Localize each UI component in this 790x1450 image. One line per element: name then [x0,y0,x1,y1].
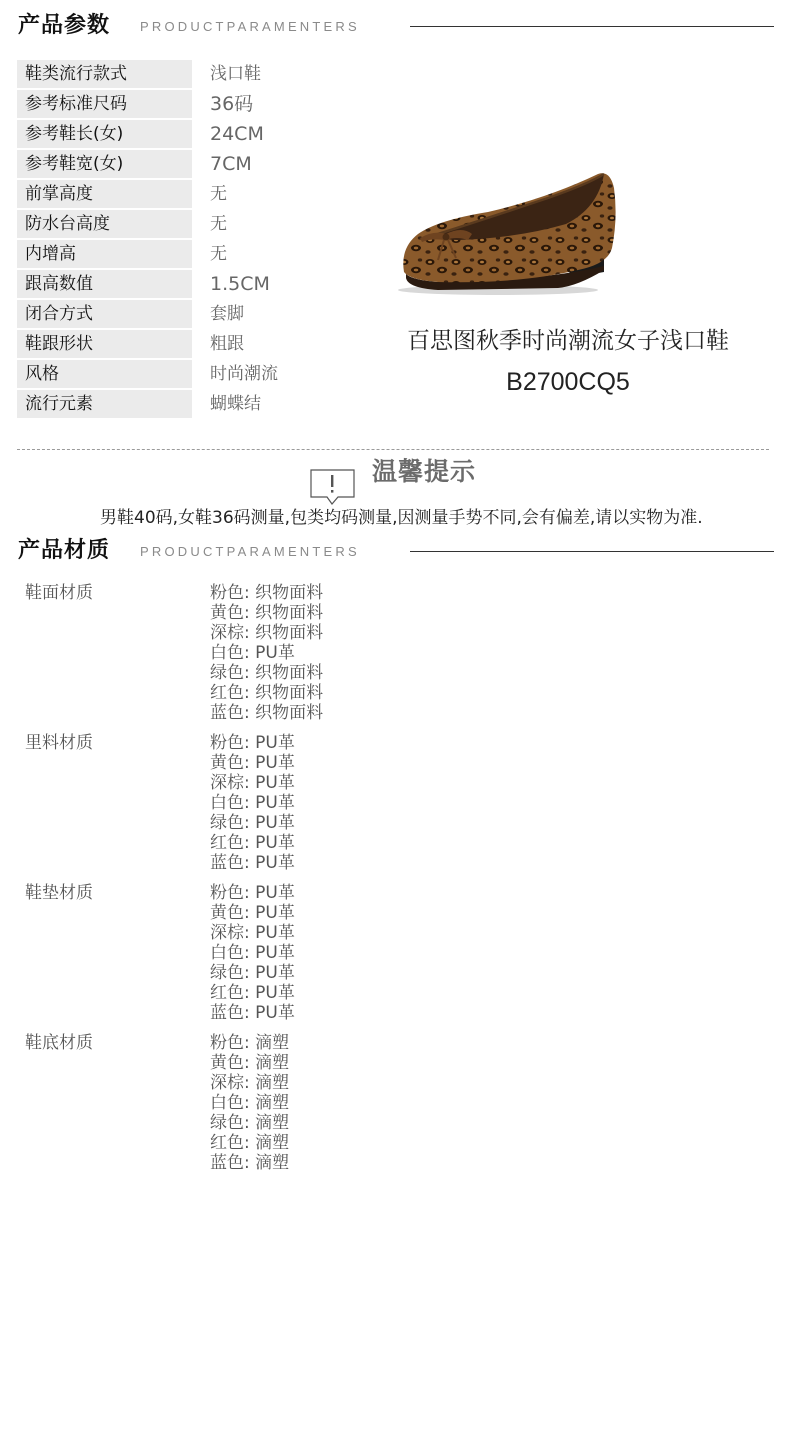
exclamation-speech-bubble-icon [310,469,355,505]
material-label: 鞋垫材质 [25,883,93,903]
param-row [17,180,377,210]
material-group [25,1033,625,1183]
section-rule [410,551,774,552]
section-title: 产品参数 [18,13,111,38]
material-value: 深棕: PU革 [210,923,295,943]
material-value: 白色: PU革 [210,943,295,963]
notice-title: 温馨提示 [372,457,477,486]
param-label: 前掌高度 [17,180,192,208]
material-value: 黄色: PU革 [210,753,295,773]
dashed-divider [17,449,769,450]
param-value: 蝴蝶结 [210,394,261,414]
param-row [17,360,377,390]
param-row [17,240,377,270]
param-value: 1.5CM [210,273,270,295]
material-values [210,583,323,723]
material-value: 粉色: 滴塑 [210,1033,290,1053]
material-value: 白色: PU革 [210,643,295,663]
material-value: 黄色: PU革 [210,903,295,923]
section-subtitle: PRODUCTPARAMENTERS [140,19,360,34]
section-rule [410,26,774,27]
material-value: 蓝色: PU革 [210,1003,295,1023]
material-value: 红色: PU革 [210,833,295,853]
material-label: 里料材质 [25,733,93,753]
param-value: 36码 [210,93,254,115]
param-row [17,210,377,240]
material-value: 蓝色: 织物面料 [210,703,324,723]
param-table [17,60,377,420]
param-value: 无 [210,214,227,234]
material-value: 黄色: 织物面料 [210,603,324,623]
material-group [25,733,625,883]
material-value: 白色: PU革 [210,793,295,813]
param-value: 无 [210,184,227,204]
param-value: 浅口鞋 [210,64,261,84]
param-row [17,330,377,360]
param-row [17,90,377,120]
product-name: 百思图秋季时尚潮流女子浅口鞋 [407,328,729,354]
param-value: 7CM [210,153,252,175]
param-label: 参考标准尺码 [17,90,192,118]
param-label: 风格 [17,360,192,388]
param-row [17,150,377,180]
material-values [210,733,295,873]
material-label: 鞋底材质 [25,1033,93,1053]
product-image [398,168,622,298]
material-value: 红色: 织物面料 [210,683,324,703]
param-value: 24CM [210,123,264,145]
material-value: 粉色: PU革 [210,733,295,753]
section-title: 产品材质 [18,538,111,563]
param-label: 鞋跟形状 [17,330,192,358]
param-label: 防水台高度 [17,210,192,238]
param-label: 流行元素 [17,390,192,418]
material-value: 蓝色: 滴塑 [210,1153,290,1173]
param-row [17,120,377,150]
param-label: 鞋类流行款式 [17,60,192,88]
param-label: 跟高数值 [17,270,192,298]
material-value: 蓝色: PU革 [210,853,295,873]
material-group [25,583,625,733]
material-value: 绿色: 滴塑 [210,1113,290,1133]
material-label: 鞋面材质 [25,583,93,603]
param-label: 闭合方式 [17,300,192,328]
material-value: 粉色: 织物面料 [210,583,324,603]
param-row [17,60,377,90]
param-row [17,300,377,330]
param-label: 参考鞋长(女) [17,120,192,148]
param-label: 参考鞋宽(女) [17,150,192,178]
materials-list [25,583,625,1183]
material-values [210,1033,289,1173]
material-value: 黄色: 滴塑 [210,1053,290,1073]
param-value: 套脚 [210,304,244,324]
material-value: 绿色: PU革 [210,963,295,983]
product-code: B2700CQ5 [506,368,630,396]
material-value: 绿色: 织物面料 [210,663,324,683]
material-value: 绿色: PU革 [210,813,295,833]
material-value: 深棕: 织物面料 [210,623,324,643]
material-value: 深棕: PU革 [210,773,295,793]
material-value: 红色: PU革 [210,983,295,1003]
material-value: 红色: 滴塑 [210,1133,290,1153]
material-group [25,883,625,1033]
material-value: 白色: 滴塑 [210,1093,290,1113]
param-value: 无 [210,244,227,264]
param-label: 内增高 [17,240,192,268]
param-row [17,270,377,300]
material-values [210,883,295,1023]
section-header-materials [18,536,774,566]
notice-text: 男鞋40码,女鞋36码测量,包类均码测量,因测量手势不同,会有偏差,请以实物为准. [100,508,703,528]
section-subtitle: PRODUCTPARAMENTERS [140,544,360,559]
param-row [17,390,377,420]
param-value: 粗跟 [210,334,244,354]
section-header-params [18,11,774,41]
param-value: 时尚潮流 [210,364,278,384]
material-value: 深棕: 滴塑 [210,1073,290,1093]
material-value: 粉色: PU革 [210,883,295,903]
